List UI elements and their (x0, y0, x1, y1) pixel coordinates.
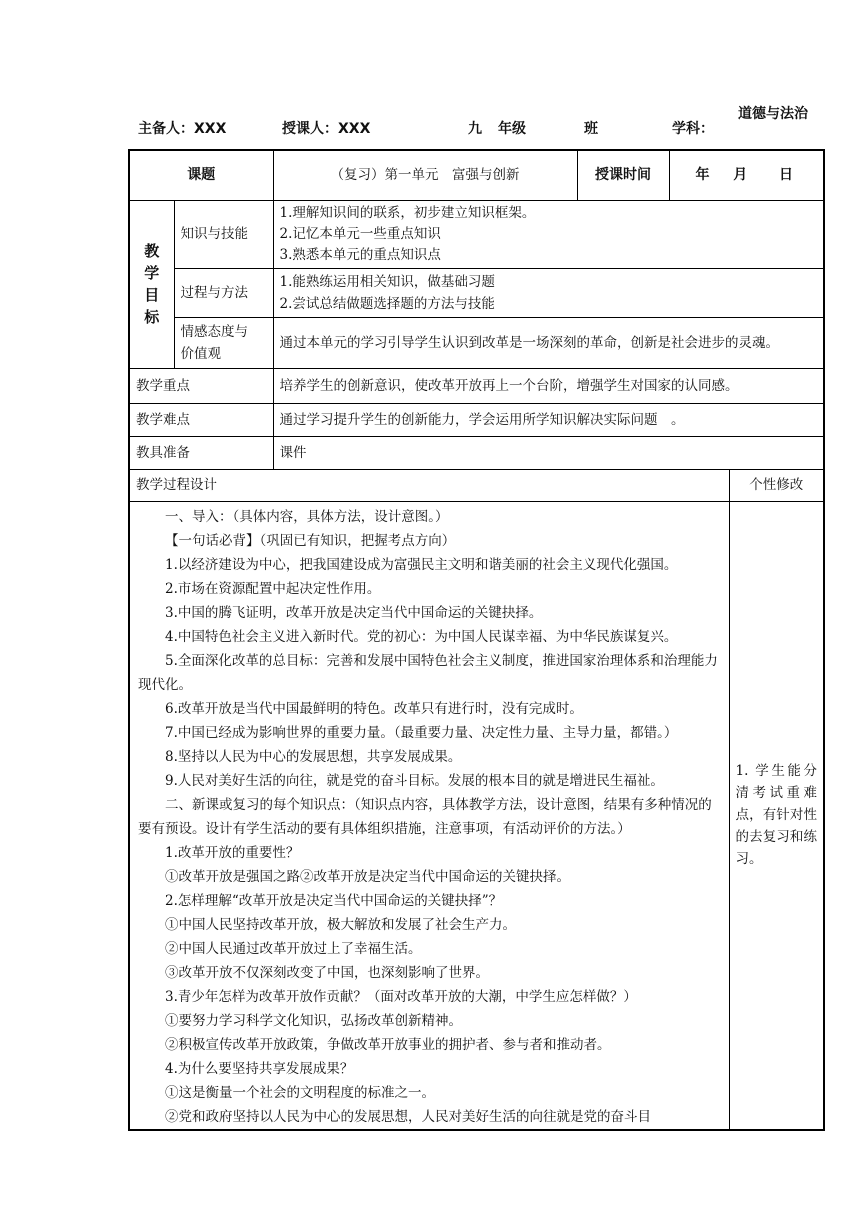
process-content: 1.能熟练运用相关知识，做基础习题 2.尝试总结做题选择题的方法与技能 (273, 268, 824, 317)
date-day: 日 (779, 167, 793, 184)
knowledge-content: 1.理解知识间的联系，初步建立知识框架。 2.记忆本单元一些重点知识 3.熟悉本单元的重点知识点 (273, 200, 824, 268)
date-field (669, 150, 824, 200)
difficulty-value: 通过学习提升学生的创新能力，学会运用所学知识解决实际问题 。 (273, 403, 824, 436)
para: 一、导入：（具体内容，具体方法，设计意图。） (165, 508, 449, 525)
knowledge-label: 知识与技能 (174, 200, 273, 268)
date-year: 年 (695, 167, 710, 184)
para: 5.全面深化改革的总目标：完善和发展中国特色社会主义制度，推进国家治理体系和治理能力现代化。 (138, 652, 718, 693)
para: 2.怎样理解“改革开放是决定当代中国命运的关键抉择”？ (165, 892, 503, 909)
para: 4.中国特色社会主义进入新时代。党的初心：为中国人民谋幸福、为中华民族谋复兴。 (165, 628, 678, 645)
teacher: 授课人：XXX (282, 121, 371, 137)
objectives-label: 教 学 目 标 (129, 200, 174, 368)
row-process (129, 268, 824, 317)
lesson-plan-table (128, 149, 825, 1131)
process-label: 过程与方法 (174, 268, 273, 317)
row-process-design-header (129, 469, 824, 501)
para: 3.中国的腾飞证明，改革开放是决定当代中国命运的关键抉择。 (165, 604, 543, 621)
topic-value: （复习）第一单元 富强与创新 (273, 150, 577, 200)
topic-label: 课题 (129, 150, 273, 200)
para: 3.青少年怎样为改革开放作贡献？（面对改革开放的大潮，中学生应怎样做？） (165, 988, 637, 1005)
process-design-label: 教学过程设计 (129, 469, 729, 501)
para: 【一句话必背】（巩固已有知识，把握考点方向） (165, 532, 456, 549)
para: ①要努力学习科学文化知识，弘扬改革创新精神。 (165, 1012, 462, 1029)
difficulty-label: 教学难点 (129, 403, 273, 436)
tools-value: 课件 (273, 436, 824, 469)
side-note: 1. 学生能分清考试重难点，有针对性的去复习和练习。 (729, 501, 824, 1130)
tools-label: 教具准备 (129, 436, 273, 469)
key-point-value: 培养学生的创新意识，使改革开放再上一个台阶，增强学生对国家的认同感。 (273, 368, 824, 403)
para: 1.以经济建设为中心，把我国建设成为富强民主文明和谐美丽的社会主义现代化强国。 (165, 556, 678, 573)
time-label: 授课时间 (577, 150, 669, 200)
subject-label: 学科： (672, 121, 714, 137)
row-difficulty (129, 403, 824, 436)
para: ②党和政府坚持以人民为中心的发展思想，人民对美好生活的向往就是党的奋斗目 (165, 1108, 651, 1125)
para: ②积极宣传改革开放政策，争做改革开放事业的拥护者、参与者和推动者。 (165, 1036, 611, 1053)
key-point-label: 教学重点 (129, 368, 273, 403)
para: 9.人民对美好生活的向往，就是党的奋斗目标。发展的根本目的就是增进民生福祉。 (165, 772, 664, 789)
para: ①中国人民坚持改革开放，极大解放和发展了社会生产力。 (165, 916, 516, 933)
row-key-point (129, 368, 824, 403)
date-month: 月 (733, 167, 748, 184)
grade-value: 九 (468, 121, 482, 137)
row-knowledge (129, 200, 824, 268)
emotion-label: 情感态度与 价值观 (174, 317, 273, 368)
para: ③改革开放不仅深刻改变了中国，也深刻影响了世界。 (165, 964, 489, 981)
row-tools (129, 436, 824, 469)
para: ①改革开放是强国之路②改革开放是决定当代中国命运的关键抉择。 (165, 868, 570, 885)
side-label: 个性修改 (729, 469, 824, 501)
para: 7.中国已经成为影响世界的重要力量。（最重要力量、决定性力量、主导力量，都错。） (165, 724, 678, 741)
class-label: 班 (584, 121, 598, 137)
preparer: 主备人：XXX (138, 121, 227, 137)
row-topic (129, 150, 824, 200)
grade-label: 年级 (498, 121, 526, 137)
para: 8.坚持以人民为中心的发展思想，共享发展成果。 (165, 748, 462, 765)
row-emotion (129, 317, 824, 368)
para: 4.为什么要坚持共享发展成果？ (165, 1060, 354, 1077)
process-design-content (129, 501, 729, 1130)
para: 二、新课或复习的每个知识点：（知识点内容，具体教学方法，设计意图，结果有多种情况的要有预设。设计有学生活动的要有具体组织措施，注意事项，有活动评价的方法。） (138, 796, 712, 837)
subject-value: 道德与法治 (738, 106, 808, 122)
para: 6.改革开放是当代中国最鲜明的特色。改革只有进行时，没有完成时。 (165, 700, 583, 717)
lesson-header (138, 104, 828, 150)
row-process-design-body (129, 501, 824, 1130)
para: ①这是衡量一个社会的文明程度的标准之一。 (165, 1084, 435, 1101)
emotion-content: 通过本单元的学习引导学生认识到改革是一场深刻的革命，创新是社会进步的灵魂。 (273, 317, 824, 368)
para: ②中国人民通过改革开放过上了幸福生活。 (165, 940, 422, 957)
para: 1.改革开放的重要性？ (165, 844, 300, 861)
para: 2.市场在资源配置中起决定性作用。 (165, 580, 381, 597)
